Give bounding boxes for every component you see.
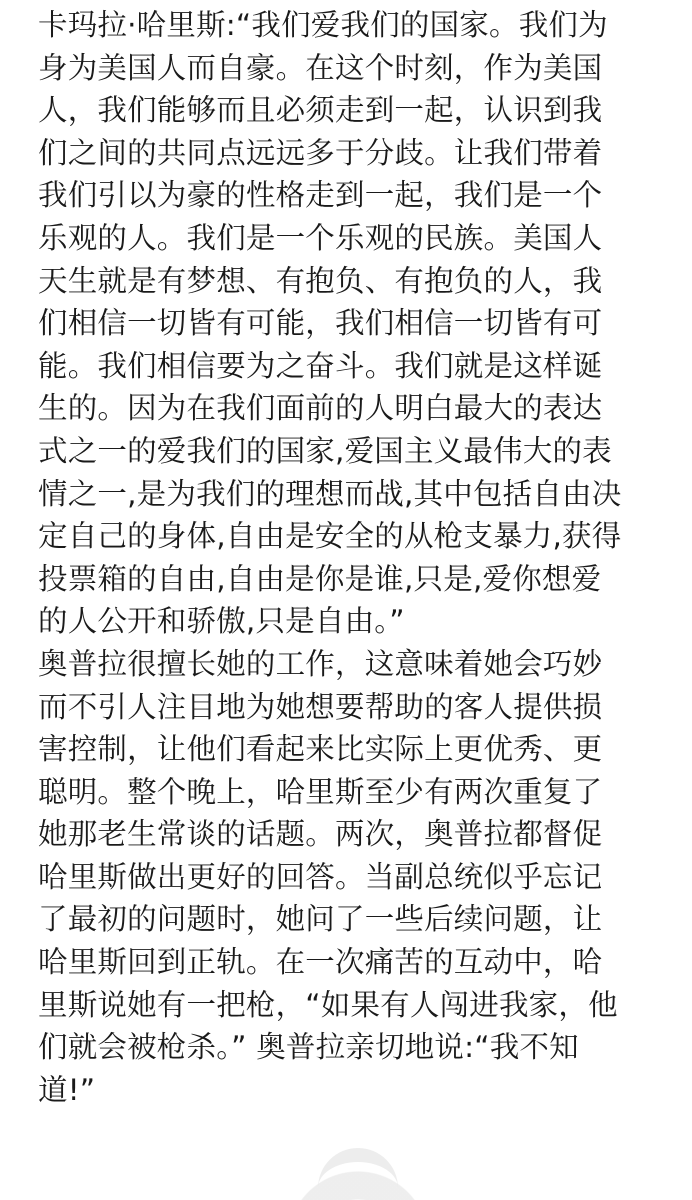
text-line: 乐观的人。我们是一个乐观的民族。美国人 (38, 220, 603, 255)
text-line: 奥普拉很擅长她的工作，这意味着她会巧妙 (38, 646, 603, 681)
text-line: 哈里斯做出更好的回答。当副总统似乎忘记 (38, 859, 603, 894)
text-line: 定自己的身体,自由是安全的从枪支暴力,获得 (38, 519, 622, 554)
text-line: 哈里斯回到正轨。在一次痛苦的互动中，哈 (38, 945, 603, 980)
text-line: 式之一的爱我们的国家,爱国主义最伟大的表 (38, 433, 612, 468)
text-line: 的人公开和骄傲,只是自由。” (38, 604, 405, 639)
article-text (38, 4, 668, 1111)
text-line: 人，我们能够而且必须走到一起，认识到我 (38, 93, 603, 128)
text-line: 生的。因为在我们面前的人明白最大的表达 (38, 391, 603, 426)
quote-paragraph (38, 4, 668, 643)
text-line: 身为美国人而自豪。在这个时刻，作为美国 (38, 50, 603, 85)
text-line: 聪明。整个晚上，哈里斯至少有两次重复了 (38, 774, 603, 809)
text-line: 们之间的共同点远远多于分歧。让我们带着 (38, 135, 603, 170)
text-line: 她那老生常谈的话题。两次，奥普拉都督促 (38, 817, 603, 852)
text-line: 害控制，让他们看起来比实际上更优秀、更 (38, 732, 603, 767)
text-line: 里斯说她有一把枪，“如果有人闯进我家，他 (38, 987, 618, 1022)
text-line: 能。我们相信要为之奋斗。我们就是这样诞 (38, 348, 603, 383)
text-line: 了最初的问题时，她问了一些后续问题，让 (38, 902, 603, 937)
watermark-arc (318, 1148, 398, 1200)
text-line: 卡玛拉·哈里斯:“我们爱我们的国家。我们为 (38, 8, 608, 42)
text-line: 天生就是有梦想、有抱负、有抱负的人，我 (38, 263, 603, 298)
text-line: 道!” (38, 1072, 96, 1107)
text-line: 情之一,是为我们的理想而战,其中包括自由决 (38, 476, 622, 511)
text-line: 们就会被枪杀。” 奥普拉亲切地说:“我不知 (38, 1030, 579, 1065)
circular-logo-watermark-icon (248, 1132, 468, 1200)
text-line: 我们引以为豪的性格走到一起，我们是一个 (38, 178, 603, 213)
text-line: 们相信一切皆有可能，我们相信一切皆有可 (38, 306, 603, 341)
commentary-paragraph (38, 643, 668, 1112)
text-line: 投票箱的自由,自由是你是谁,只是,爱你想爱 (38, 561, 602, 596)
text-line: 而不引人注目地为她想要帮助的客人提供损 (38, 689, 603, 724)
